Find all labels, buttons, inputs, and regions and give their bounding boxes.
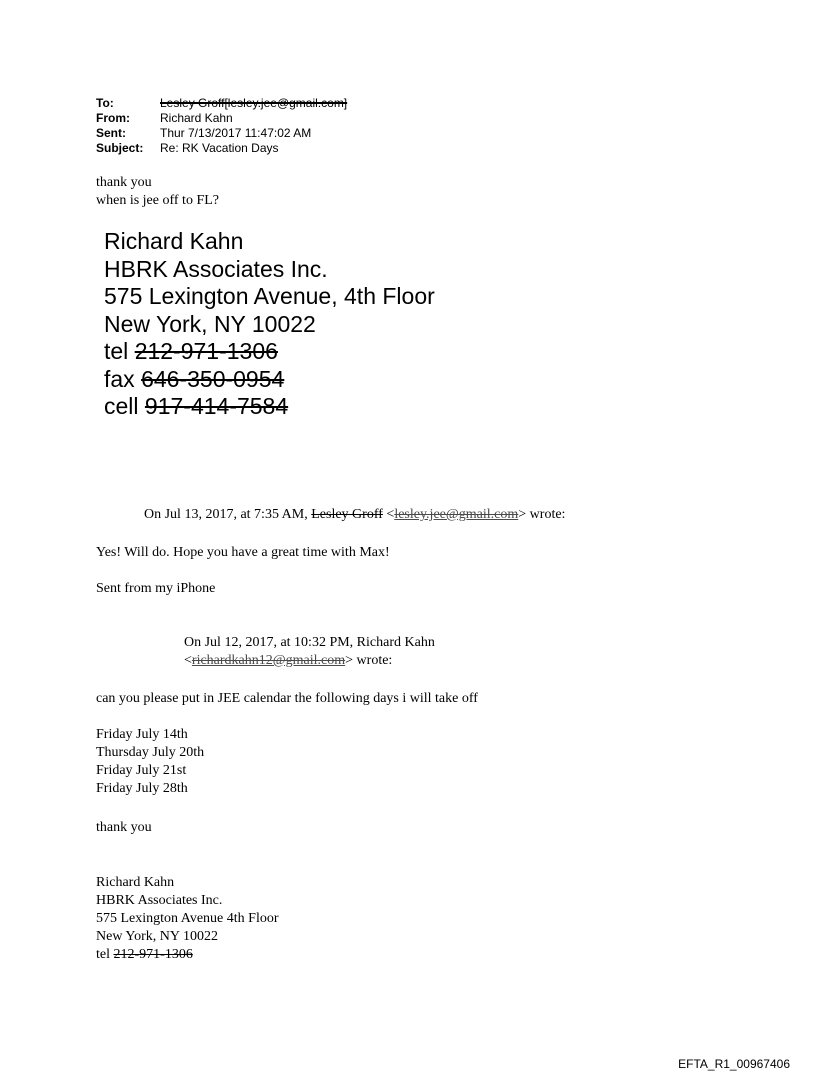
fax-label: fax <box>104 365 142 392</box>
subject-value: Re: RK Vacation Days <box>160 141 279 155</box>
quote2-thanks <box>96 819 152 837</box>
day-item: Thursday July 20th <box>96 745 205 760</box>
quote2-email-line <box>184 652 435 670</box>
signature-small-company: HBRK Associates Inc. <box>96 893 223 908</box>
cell-label: cell <box>104 393 145 419</box>
signature-name: Richard Kahn <box>104 228 244 254</box>
tel-value: 212-971-1306 <box>134 338 278 364</box>
reply-line: thank you <box>96 175 152 190</box>
quote2-email[interactable]: richardkahn12@gmail.com <box>191 653 346 668</box>
signature-small-tel-label: tel <box>96 947 114 962</box>
signature-cell <box>104 393 435 421</box>
quote1-intro <box>144 506 565 524</box>
to-row <box>96 96 347 111</box>
quote1-email-open: < <box>382 507 395 522</box>
from-label: From: <box>96 111 130 125</box>
quote1-sent-from <box>96 580 215 598</box>
quote2-request-text: can you please put in JEE calendar the following days i will take off <box>96 691 478 706</box>
signature-large <box>104 228 435 421</box>
to-label: To: <box>96 96 114 110</box>
quote1-body <box>96 544 390 562</box>
reply-line: when is jee off to FL? <box>96 193 219 208</box>
document-id: EFTA_R1_00967406 <box>678 1057 790 1071</box>
signature-small-tel <box>96 946 279 964</box>
sent-row <box>96 126 347 141</box>
quote1-sender-name: Lesley Groff <box>311 507 383 522</box>
signature-fax <box>104 366 435 394</box>
quote2-email-close: > <box>345 653 354 668</box>
tel-label: tel <box>104 338 135 364</box>
quote2-email-open: < <box>184 653 192 668</box>
from-row <box>96 111 347 126</box>
quote2-request <box>96 690 478 708</box>
quote2-intro <box>184 634 435 670</box>
to-value: Lesley Groff[lesley.jee@gmail.com] <box>160 96 348 110</box>
subject-row <box>96 141 347 156</box>
signature-small-city: New York, NY 10022 <box>96 929 218 944</box>
quote1-wrote: wrote: <box>526 507 566 522</box>
email-header <box>96 96 347 156</box>
sent-value: Thur 7/13/2017 11:47:02 AM <box>160 126 312 140</box>
signature-address: 575 Lexington Avenue, 4th Floor <box>104 283 435 309</box>
quote1-prefix: On Jul 13, 2017, at 7:35 AM, <box>144 507 312 522</box>
signature-city: New York, NY 10022 <box>104 310 316 337</box>
sent-label: Sent: <box>96 126 126 140</box>
day-item: Friday July 28th <box>96 781 188 796</box>
signature-small-tel-value: 212-971-1306 <box>113 947 193 962</box>
quote2-intro-line: On Jul 12, 2017, at 10:32 PM, Richard Kahn <box>184 635 435 650</box>
subject-label: Subject: <box>96 141 144 155</box>
reply-body <box>96 174 219 210</box>
cell-value: 917-414-7584 <box>144 393 289 419</box>
day-item: Friday July 14th <box>96 727 188 742</box>
quote1-sent-from-text: Sent from my iPhone <box>96 581 216 596</box>
quote2-thanks-text: thank you <box>96 820 152 835</box>
fax-value: 646-350-0954 <box>141 365 285 392</box>
quote1-sender-email[interactable]: lesley.jee@gmail.com <box>394 507 519 522</box>
day-item: Friday July 21st <box>96 763 187 778</box>
signature-tel <box>104 338 435 366</box>
signature-small <box>96 874 279 964</box>
signature-company: HBRK Associates Inc. <box>104 255 328 282</box>
quote2-wrote: wrote: <box>353 653 393 668</box>
signature-small-name: Richard Kahn <box>96 875 175 890</box>
quote1-body-text: Yes! Will do. Hope you have a great time with Max! <box>96 545 390 560</box>
quote1-email-close: > <box>518 507 527 522</box>
days-list <box>96 726 204 798</box>
from-value: Richard Kahn <box>160 111 233 125</box>
signature-small-address: 575 Lexington Avenue 4th Floor <box>96 911 279 926</box>
